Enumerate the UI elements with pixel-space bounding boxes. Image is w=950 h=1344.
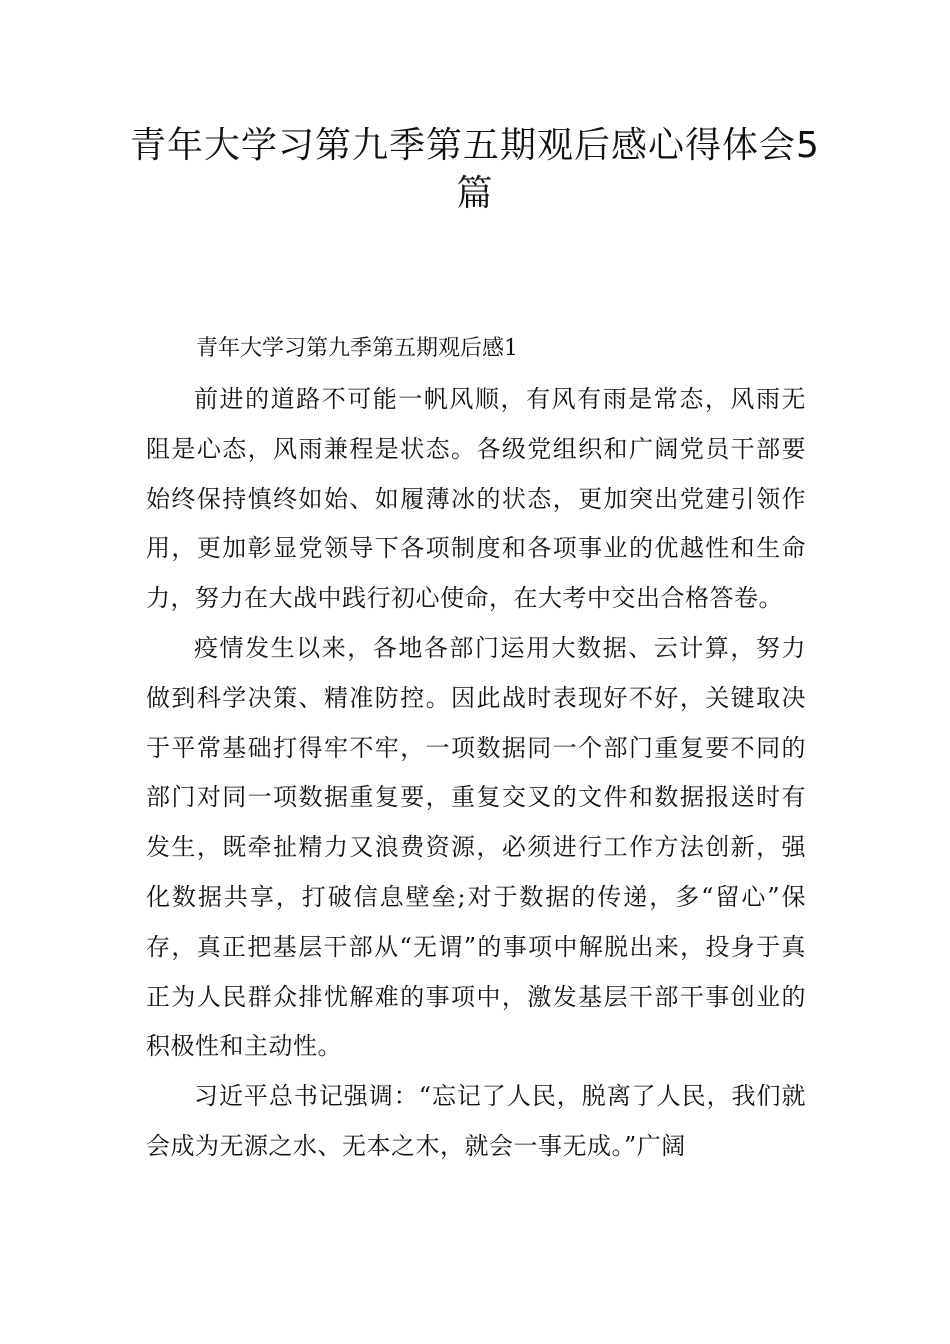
section-heading: 青年大学习第九季第五期观后感1 bbox=[196, 336, 518, 361]
paragraph: 疫情发生以来，各地各部门运用大数据、云计算，努力做到科学决策、精准防控。因此战时表现好不好，关键取决于平常基础打得牢不牢，一项数据同一个部门重复要不同的部门对同一项数据重复要，重复交叉的文件和数据报送时有发生，既牵扯精力又浪费资源，必须进行工作方法创新，强化数据共享，打破信息壁垒;对于数据的传递，多“留心”保存，真正把基层干部从“无谓”的事项中解脱出来，投身于真正为人民群众排忧解难的事项中，激发基层干部干事创业的积极性和主动性。 bbox=[146, 633, 806, 1061]
document-body bbox=[146, 375, 806, 1172]
paragraph: 前进的道路不可能一帆风顺，有风有雨是常态，风雨无阻是心态，风雨兼程是状态。各级党组织和广阔党员干部要始终保持慎终如始、如履薄冰的状态，更加突出党建引领作用，更加彰显党领导下各项制度和各项事业的优越性和生命力，努力在大战中践行初心使命，在大考中交出合格答卷。 bbox=[146, 385, 806, 613]
paragraph: 习近平总书记强调：“忘记了人民，脱离了人民，我们就会成为无源之水、无本之木，就会一事无成。”广阔 bbox=[146, 1082, 806, 1160]
document-title: 青年大学习第九季第五期观后感心得体会5篇 bbox=[130, 125, 820, 214]
